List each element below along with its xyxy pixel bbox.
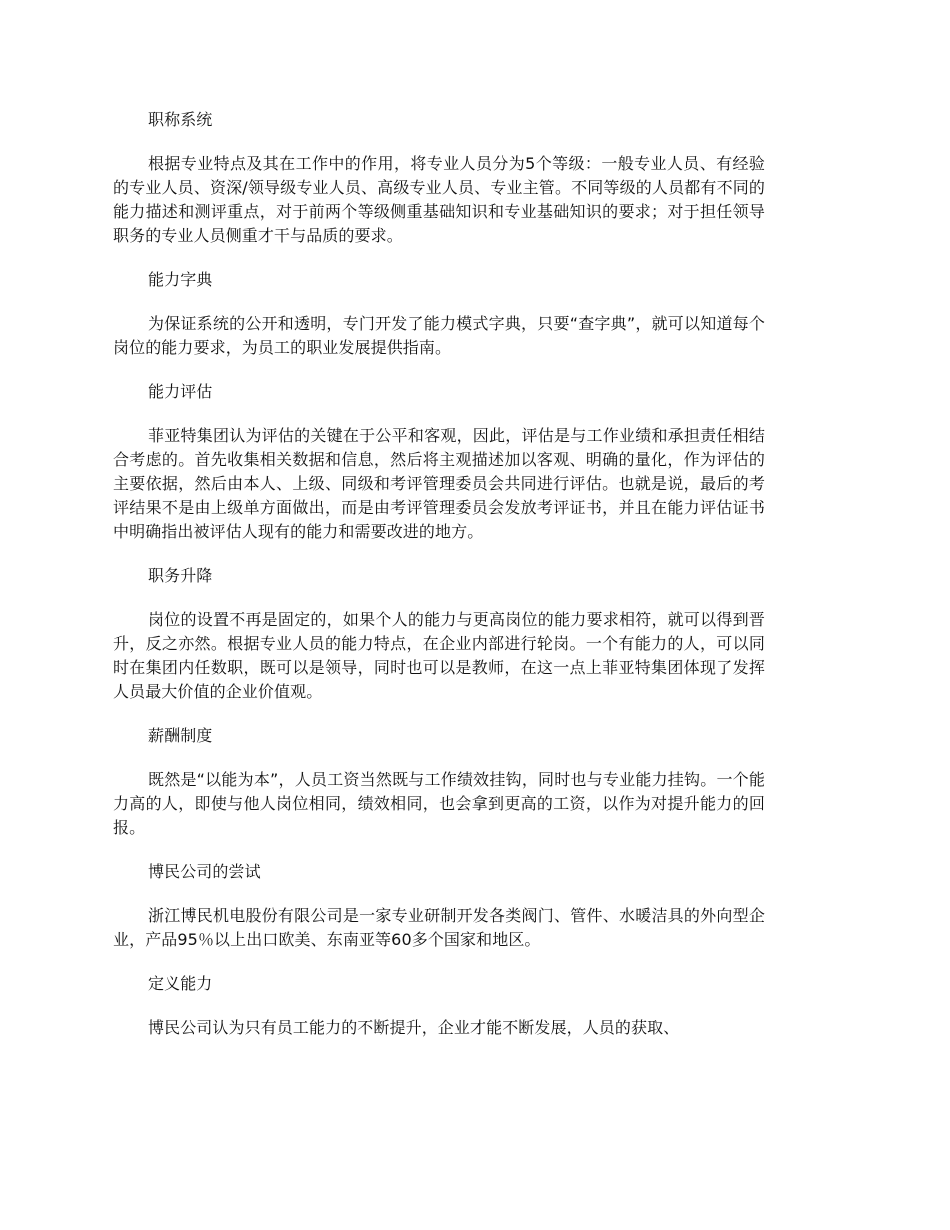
section	[113, 268, 765, 380]
section	[113, 108, 765, 268]
section-paragraph: 岗位的设置不再是固定的，如果个人的能力与更高岗位的能力要求相符，就可以得到晋升，反之亦然。根据专业人员的能力特点，在企业内部进行轮岗。一个有能力的人，可以同时在集团内任数职，既可以是领导，同时也可以是教师，在这一点上菲亚特集团体现了发挥人员最大价值的企业价值观。	[113, 610, 765, 701]
section	[113, 380, 765, 564]
section-heading: 定义能力	[148, 974, 213, 993]
section-paragraph: 既然是“以能为本”，人员工资当然既与工作绩效挂钩，同时也与专业能力挂钩。一个能力高的人，即使与他人岗位相同，绩效相同，也会拿到更高的工资，以作为对提升能力的回报。	[113, 770, 765, 837]
section-paragraph: 根据专业特点及其在工作中的作用，将专业人员分为5个等级：一般专业人员、有经验的专业人员、资深/领导级专业人员、高级专业人员、专业主管。不同等级的人员都有不同的能力描述和测评重点，对于前两个等级侧重基础知识和专业基础知识的要求；对于担任领导职务的专业人员侧重才干与品质的要求。	[113, 154, 765, 245]
section-paragraph: 为保证系统的公开和透明，专门开发了能力模式字典，只要“查字典”，就可以知道每个岗位的能力要求，为员工的职业发展提供指南。	[113, 314, 765, 357]
section-heading: 博民公司的尝试	[148, 862, 261, 881]
section-paragraph: 菲亚特集团认为评估的关键在于公平和客观，因此，评估是与工作业绩和承担责任相结合考虑的。首先收集相关数据和信息，然后将主观描述加以客观、明确的量化，作为评估的主要依据，然后由本人、上级、同级和考评管理委员会共同进行评估。也就是说，最后的考评结果不是由上级单方面做出，而是由考评管理委员会发放考评证书，并且在能力评估证书中明确指出被评估人现有的能力和需要改进的地方。	[113, 426, 765, 541]
section	[113, 860, 765, 972]
section	[113, 564, 765, 724]
document-body	[113, 108, 765, 1040]
section	[113, 724, 765, 860]
section-heading: 薪酬制度	[148, 726, 213, 745]
section	[113, 972, 765, 1040]
section-paragraph: 浙江博民机电股份有限公司是一家专业研制开发各类阀门、管件、水暖洁具的外向型企业，产品95％以上出口欧美、东南亚等60多个国家和地区。	[113, 906, 765, 949]
section-paragraph: 博民公司认为只有员工能力的不断提升，企业才能不断发展，人员的获取、	[148, 1018, 680, 1037]
section-heading: 能力评估	[148, 382, 213, 401]
section-heading: 职称系统	[148, 110, 213, 129]
section-heading: 能力字典	[148, 270, 213, 289]
section-heading: 职务升降	[148, 566, 213, 585]
